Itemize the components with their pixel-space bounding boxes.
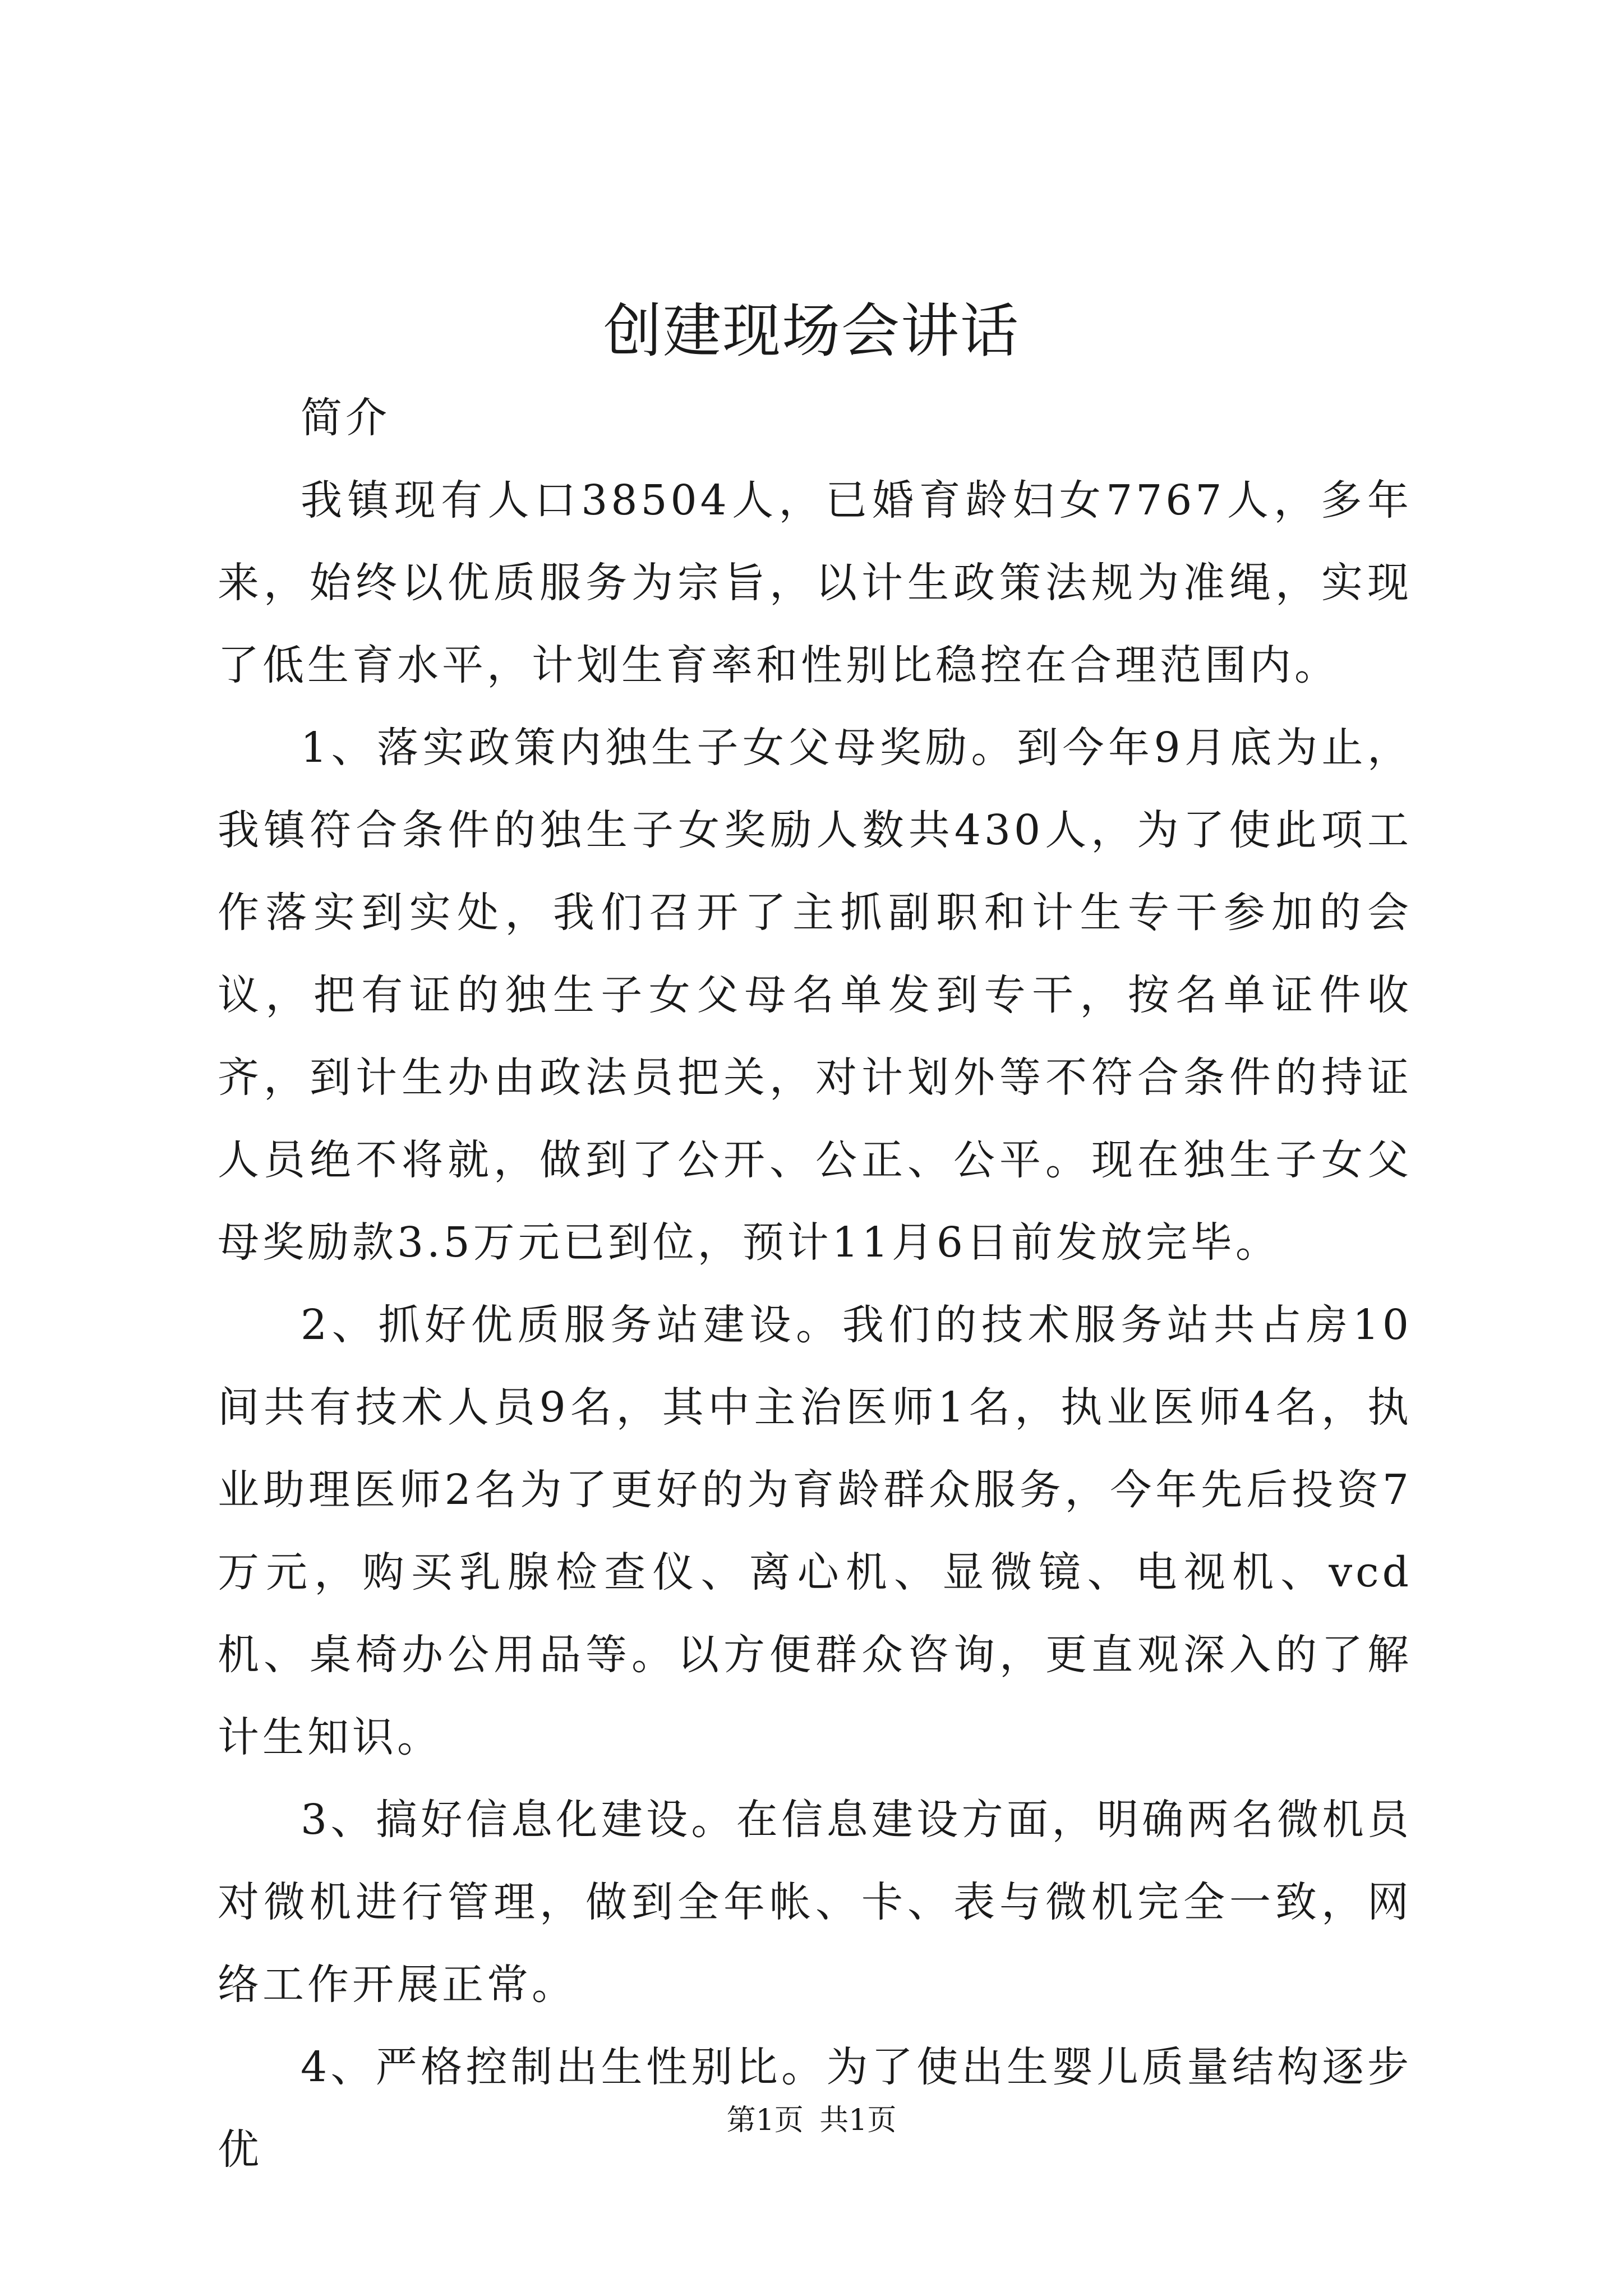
document-title: 创建现场会讲话 xyxy=(603,297,1020,365)
page-number: 第1页 xyxy=(726,2104,804,2137)
paragraph-overview: 我镇现有人口38504人，已婚育龄妇女7767人，多年来，始终以优质服务为宗旨，以计生政策法规为准绳，实现了低生育水平，计划生育率和性别比稳控在合理范围内。 xyxy=(218,476,1412,689)
paragraph-item-3: 3、搞好信息化建设。在信息建设方面，明确两名微机员对微机进行管理，做到全年帐、卡、表与微机完全一致，网络工作开展正常。 xyxy=(218,1796,1412,2009)
paragraph-intro-heading: 简介 xyxy=(301,394,390,442)
paragraph-item-1: 1、落实政策内独生子女父母奖励。到今年9月底为止，我镇符合条件的独生子女奖励人数共430人，为了使此项工作落实到实处，我们召开了主抓副职和计生专干参加的会议，把有证的独生子女父母名单发到专干，按名单证件收齐，到计生办由政法员把关，对计划外等不符合条件的持证人员绝不将就，做到了公开、公正、公平。现在独生子女父母奖励款3.5万元已到位，预计11月6日前发放完毕。 xyxy=(218,724,1412,1267)
paragraph-item-4: 4、严格控制出生性别比。为了使出生婴儿质量结构逐步优 xyxy=(218,2043,1412,2174)
page-total: 共1页 xyxy=(819,2104,897,2137)
page-footer xyxy=(0,2101,1623,2140)
paragraph-item-2: 2、抓好优质服务站建设。我们的技术服务站共占房10间共有技术人员9名，其中主治医师1名，执业医师4名，执业助理医师2名为了更好的为育龄群众服务，今年先后投资7万元，购买乳腺检查仪、离心机、显微镜、电视机、vcd机、桌椅办公用品等。以方便群众咨询，更直观深入的了解计生知识。 xyxy=(218,1301,1412,1761)
document-body xyxy=(218,377,1412,2191)
